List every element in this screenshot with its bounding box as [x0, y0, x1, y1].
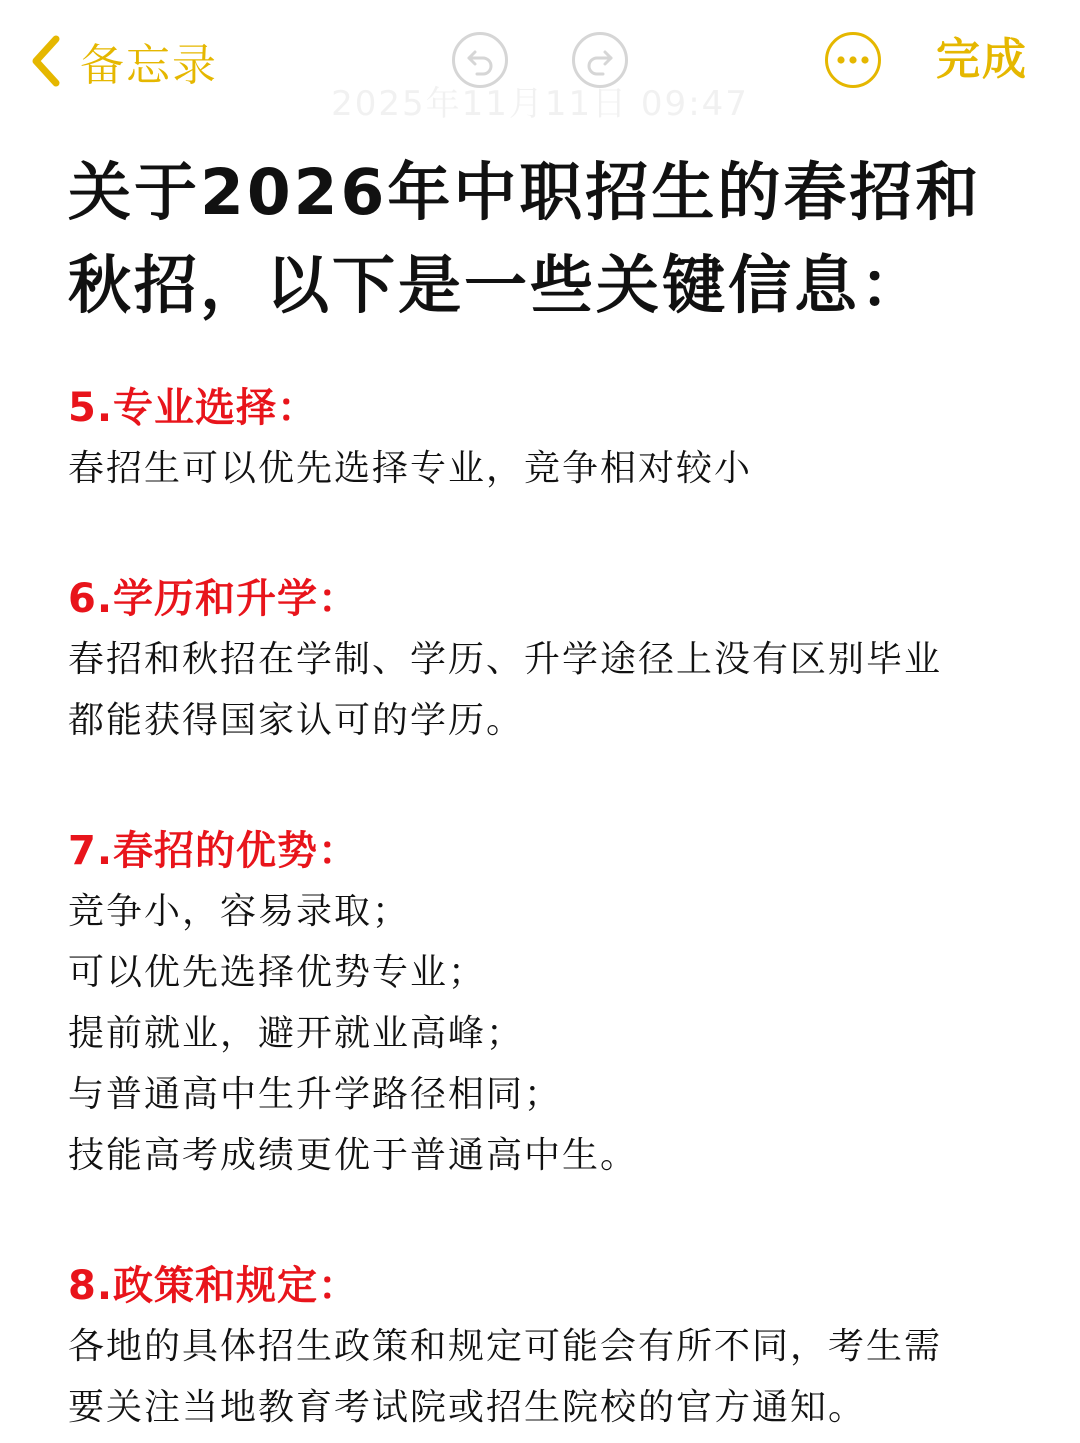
note-section [68, 821, 1018, 1186]
note-title: 关于2026年中职招生的春招和秋招，以下是一些关键信息： [68, 156, 982, 322]
note-date: 2025年11月11日 09:47 [331, 84, 749, 124]
redo-button[interactable] [572, 32, 628, 88]
section-line: 春招和秋招在学制、学历、升学途径上没有区别毕业 [68, 639, 943, 680]
more-options-button[interactable] [825, 32, 881, 88]
section-line: 提前就业，避开就业高峰； [68, 1013, 525, 1054]
section-heading: 7.春招的优势： [68, 828, 360, 874]
undo-icon [463, 43, 497, 77]
note-body[interactable] [68, 146, 1018, 1438]
section-heading: 5.专业选择： [68, 385, 319, 431]
section-line: 都能获得国家认可的学历。 [68, 700, 525, 741]
section-line: 各地的具体招生政策和规定可能会有所不同，考生需 [68, 1326, 943, 1367]
back-label: 备忘录 [80, 40, 218, 91]
section-line: 要关注当地教育考试院或招生院校的官方通知。 [68, 1387, 867, 1428]
section-heading: 6.学历和升学： [68, 576, 360, 622]
section-heading: 8.政策和规定： [68, 1263, 360, 1309]
navigation-bar [0, 0, 1080, 124]
note-section [68, 1256, 1018, 1438]
more-icon [836, 55, 870, 65]
undo-button[interactable] [452, 32, 508, 88]
section-line: 可以优先选择优势专业； [68, 952, 487, 993]
done-button[interactable]: 完成 [936, 34, 1028, 85]
note-section [68, 569, 1018, 751]
note-section [68, 378, 1018, 499]
chevron-left-icon [28, 33, 62, 89]
section-line: 技能高考成绩更优于普通高中生。 [68, 1135, 639, 1176]
redo-icon [583, 43, 617, 77]
section-line: 春招生可以优先选择专业，竞争相对较小 [68, 448, 753, 489]
back-button[interactable] [28, 26, 218, 96]
section-line: 竞争小，容易录取； [68, 891, 411, 932]
section-line: 与普通高中生升学路径相同； [68, 1074, 563, 1115]
